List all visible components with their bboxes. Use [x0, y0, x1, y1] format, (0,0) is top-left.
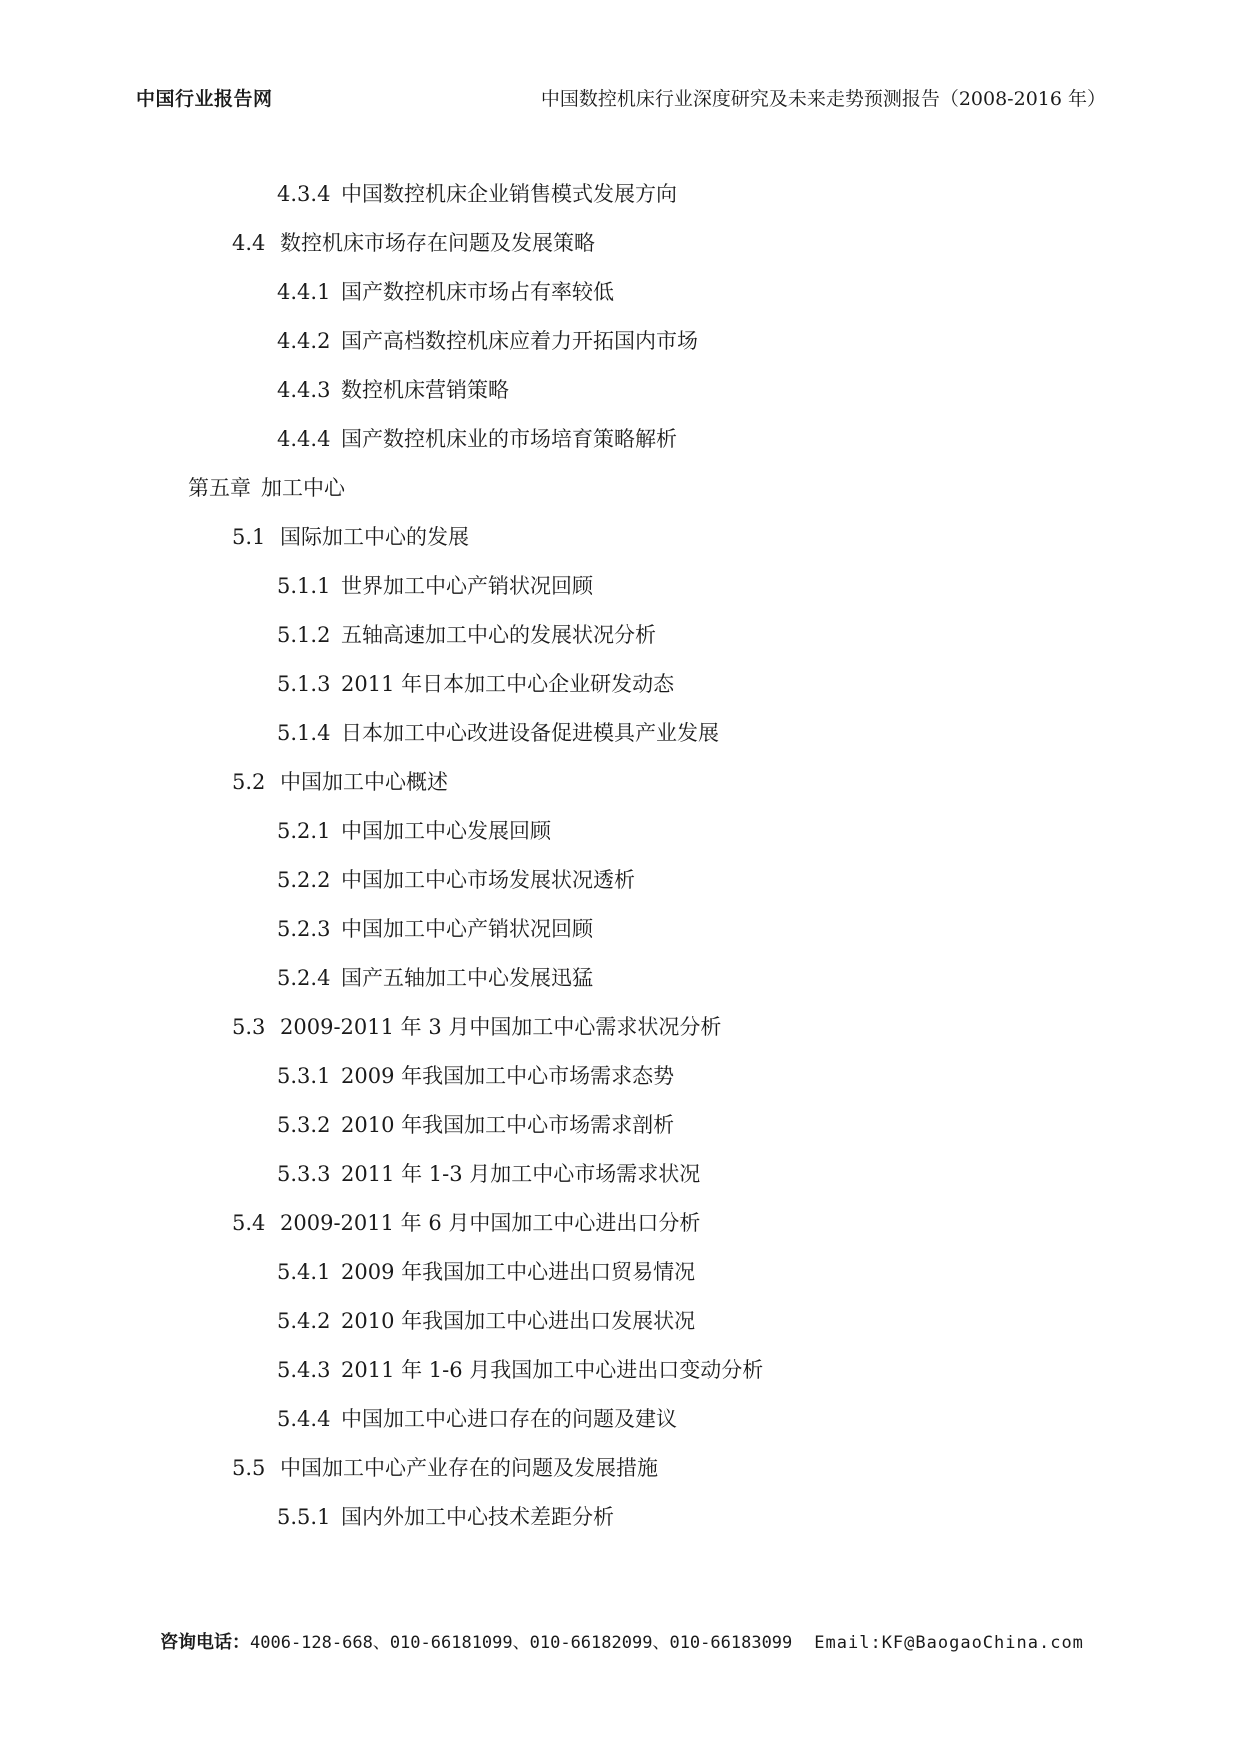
toc-number: 5.1.2	[277, 623, 331, 647]
report-title: 中国数控机床行业深度研究及未来走势预测报告（2008-2016 年）	[540, 88, 1106, 110]
toc-number: 第五章	[188, 476, 251, 500]
toc-title: 2011 年日本加工中心企业研发动态	[341, 672, 675, 696]
toc-title: 2009 年我国加工中心市场需求态势	[341, 1064, 675, 1088]
toc-title: 2010 年我国加工中心市场需求剖析	[341, 1113, 675, 1137]
toc-number: 4.4.1	[277, 280, 331, 304]
toc-title: 数控机床市场存在问题及发展策略	[280, 231, 595, 255]
toc-number: 4.4.2	[277, 329, 331, 353]
toc-number: 5.4	[232, 1211, 266, 1235]
toc-section	[0, 758, 1241, 807]
toc-title: 中国加工中心产业存在的问题及发展措施	[280, 1456, 658, 1480]
toc-subsection	[0, 611, 1241, 660]
toc-subsection	[0, 366, 1241, 415]
toc-subsection	[0, 268, 1241, 317]
toc-title: 中国加工中心产销状况回顾	[341, 917, 593, 941]
toc-title: 国际加工中心的发展	[280, 525, 469, 549]
toc-section	[0, 1444, 1241, 1493]
toc-title: 2009 年我国加工中心进出口贸易情况	[341, 1260, 696, 1284]
toc-number: 5.2.1	[277, 819, 331, 843]
toc-subsection	[0, 1150, 1241, 1199]
toc-subsection	[0, 954, 1241, 1003]
toc-title: 中国加工中心进口存在的问题及建议	[341, 1407, 677, 1431]
toc-number: 5.5.1	[277, 1505, 331, 1529]
toc-title: 国内外加工中心技术差距分析	[341, 1505, 614, 1529]
toc-subsection	[0, 709, 1241, 758]
toc-title: 加工中心	[261, 476, 345, 500]
toc-title: 国产数控机床市场占有率较低	[341, 280, 614, 304]
toc-subsection	[0, 1493, 1241, 1542]
toc-title: 国产高档数控机床应着力开拓国内市场	[341, 329, 698, 353]
toc-title: 2009-2011 年 3 月中国加工中心需求状况分析	[280, 1015, 722, 1039]
toc-title: 国产五轴加工中心发展迅猛	[341, 966, 593, 990]
toc-section	[0, 1003, 1241, 1052]
table-of-contents	[0, 170, 1241, 1542]
toc-subsection	[0, 1297, 1241, 1346]
toc-subsection	[0, 1395, 1241, 1444]
toc-title: 数控机床营销策略	[341, 378, 509, 402]
toc-title: 国产数控机床业的市场培育策略解析	[341, 427, 677, 451]
toc-number: 4.4.3	[277, 378, 331, 402]
toc-number: 5.3.2	[277, 1113, 331, 1137]
toc-title: 中国加工中心市场发展状况透析	[341, 868, 635, 892]
toc-subsection	[0, 807, 1241, 856]
toc-number: 5.2.2	[277, 868, 331, 892]
toc-number: 5.3	[232, 1015, 266, 1039]
toc-number: 5.2.4	[277, 966, 331, 990]
toc-chapter	[0, 464, 1241, 513]
toc-title: 中国加工中心概述	[280, 770, 448, 794]
toc-subsection	[0, 1346, 1241, 1395]
toc-subsection	[0, 1248, 1241, 1297]
toc-section	[0, 1199, 1241, 1248]
toc-number: 5.1.1	[277, 574, 331, 598]
email-address: Email:KF@BaogaoChina.com	[814, 1633, 1084, 1653]
toc-title: 中国数控机床企业销售模式发展方向	[341, 182, 677, 206]
toc-subsection	[0, 1052, 1241, 1101]
toc-subsection	[0, 317, 1241, 366]
toc-title: 中国加工中心发展回顾	[341, 819, 551, 843]
toc-subsection	[0, 170, 1241, 219]
page-footer	[160, 1628, 1100, 1658]
toc-number: 5.1.4	[277, 721, 331, 745]
toc-number: 5.3.1	[277, 1064, 331, 1088]
toc-number: 4.3.4	[277, 182, 331, 206]
toc-title: 2011 年 1-6 月我国加工中心进出口变动分析	[341, 1358, 764, 1382]
toc-subsection	[0, 660, 1241, 709]
toc-number: 5.2	[232, 770, 266, 794]
toc-subsection	[0, 1101, 1241, 1150]
phone-label: 咨询电话：	[160, 1632, 250, 1653]
toc-title: 日本加工中心改进设备促进模具产业发展	[341, 721, 719, 745]
toc-number: 4.4	[232, 231, 266, 255]
toc-subsection	[0, 905, 1241, 954]
toc-number: 5.2.3	[277, 917, 331, 941]
toc-title: 世界加工中心产销状况回顾	[341, 574, 593, 598]
toc-section	[0, 219, 1241, 268]
toc-title: 五轴高速加工中心的发展状况分析	[341, 623, 656, 647]
toc-subsection	[0, 415, 1241, 464]
toc-number: 5.1.3	[277, 672, 331, 696]
toc-number: 5.4.2	[277, 1309, 331, 1333]
toc-number: 5.5	[232, 1456, 266, 1480]
page-header	[136, 84, 1106, 114]
site-name: 中国行业报告网	[136, 88, 273, 110]
toc-number: 5.4.1	[277, 1260, 331, 1284]
phone-numbers: 4006-128-668、010-66181099、010-66182099、010-66183099	[250, 1633, 793, 1653]
toc-number: 5.3.3	[277, 1162, 331, 1186]
toc-subsection	[0, 562, 1241, 611]
toc-number: 5.4.3	[277, 1358, 331, 1382]
toc-number: 5.1	[232, 525, 266, 549]
toc-section	[0, 513, 1241, 562]
toc-title: 2011 年 1-3 月加工中心市场需求状况	[341, 1162, 701, 1186]
toc-subsection	[0, 856, 1241, 905]
toc-number: 4.4.4	[277, 427, 331, 451]
toc-number: 5.4.4	[277, 1407, 331, 1431]
toc-title: 2010 年我国加工中心进出口发展状况	[341, 1309, 696, 1333]
toc-title: 2009-2011 年 6 月中国加工中心进出口分析	[280, 1211, 701, 1235]
